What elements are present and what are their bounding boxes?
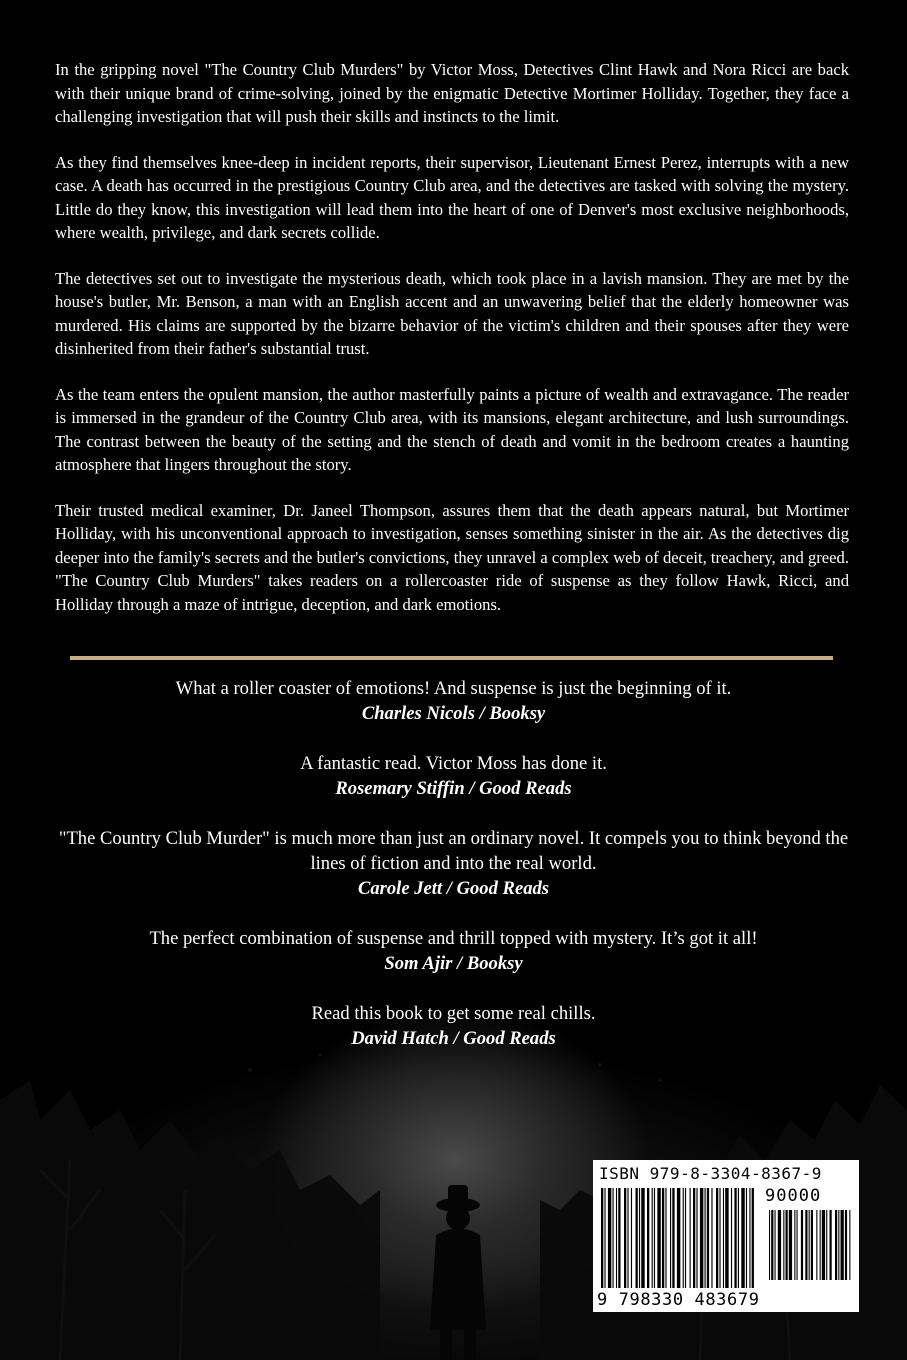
addon-bar [820, 1210, 821, 1280]
barcode-bar [731, 1188, 732, 1288]
isbn-barcode [593, 1160, 859, 1312]
review-quote: The perfect combination of suspense and thrill topped with mystery. It’s got it all! [149, 928, 758, 949]
synopsis-paragraph: The detectives set out to investigate the mysterious death, which took place in a lavish mansion. They are met by the house's butler, Mr. Benson, a man with an English accent and an unwavering belief that the elderly homeowner was murdered. His claims are supported by the bizarre behavior of the victim's children and their spouses after they were disinherited from their father's substantial trust. [55, 268, 849, 358]
barcode-bar [725, 1188, 728, 1288]
synopsis [55, 58, 849, 638]
addon-bar [775, 1210, 776, 1280]
review-item [40, 751, 867, 801]
barcode-bar [631, 1188, 632, 1288]
barcode-bar [719, 1188, 720, 1288]
addon-bar [778, 1210, 781, 1280]
barcode-bar [662, 1188, 664, 1288]
barcode-bar [639, 1188, 640, 1288]
addon-bar [845, 1210, 847, 1280]
barcode-bar [624, 1188, 626, 1288]
price-code: 90000 [765, 1186, 822, 1206]
reviews-section [40, 676, 867, 1076]
barcode-bar [641, 1188, 644, 1288]
addon-bar [783, 1210, 784, 1280]
barcode-bar [693, 1188, 695, 1288]
addon-bar [838, 1210, 839, 1280]
barcode-bar [618, 1188, 620, 1288]
review-attribution: Charles Nicols / Booksy [361, 703, 546, 724]
barcode-bar [700, 1188, 703, 1288]
addon-bar [830, 1210, 832, 1280]
synopsis-paragraph: As they find themselves knee-deep in incident reports, their supervisor, Lieutenant Ernest Perez, interrupts with a new case. A death has occurred in the prestigious Country Club area, and the detectives are tasked with solving the mystery. Little do they know, this investigation will lead them into the heart of one of Denver's most exclusive neighborhoods, where wealth, privilege, and dark secrets collide. [55, 152, 849, 242]
addon-bar [801, 1210, 803, 1280]
barcode-bar [752, 1188, 754, 1288]
barcode-bar [672, 1188, 674, 1288]
addon-bar [769, 1210, 770, 1280]
barcode-bar [734, 1188, 736, 1288]
barcode-bar [677, 1188, 680, 1288]
barcode-bar [636, 1188, 638, 1288]
barcode-bar [749, 1188, 750, 1288]
barcode-bar [716, 1188, 718, 1288]
synopsis-paragraph: As the team enters the opulent mansion, the author masterfully paints a picture of wealth and extravagance. The reader is immersed in the grandeur of the Country Club area, with its mansions, elegant architecture, and lush surroundings. The contrast between the beauty of the setting and the stench of death and vomit in the bedroom creates a haunting atmosphere that lingers throughout the story. [55, 384, 849, 474]
barcode-bar [738, 1188, 739, 1288]
review-quote: What a roller coaster of emotions! And suspense is just the beginning of it. [175, 678, 732, 699]
review-item [40, 926, 867, 976]
barcode-bar [654, 1188, 655, 1288]
review-attribution: Rosemary Stiffin / Good Reads [335, 778, 572, 799]
synopsis-paragraph: In the gripping novel "The Country Club Murders" by Victor Moss, Detectives Clint Hawk and Nora Ricci are back with their unique brand of crime-solving, joined by the enigmatic Detective Mortimer Holliday. Together, they face a challenging investigation that will push their skills and instincts to the limit. [55, 60, 849, 126]
barcode-bar [690, 1188, 691, 1288]
barcode-bar [685, 1188, 686, 1288]
review-quote: Read this book to get some real chills. [311, 1003, 596, 1024]
barcode-bar [652, 1188, 653, 1288]
barcode-bar [616, 1188, 617, 1288]
review-quote: A fantastic read. Victor Moss has done it. [300, 753, 607, 774]
barcode-bar [608, 1188, 611, 1288]
review-quote: "The Country Club Murder" is much more than just an ordinary novel. It compels you to think beyond the lines of fiction and into the real world. [58, 828, 849, 874]
addon-bar [794, 1210, 795, 1280]
addon-bar [849, 1210, 850, 1280]
barcode-bar [741, 1188, 744, 1288]
barcode-bar [683, 1188, 684, 1288]
barcode-bar [647, 1188, 649, 1288]
addon-bar [771, 1210, 773, 1280]
addon-bar [789, 1210, 792, 1280]
synopsis-paragraph: Their trusted medical examiner, Dr. Janeel Thompson, assures them that the death appears natural, but Mortimer Holliday, with his unconventional approach to investigation, senses something sinister in the air. As the detectives dig deeper into the family's secrets and the butler's convictions, they unravel a complex web of deceit, treachery, and greed. "The Country Club Murders" takes readers on a rollercoaster ride of suspense as they follow Hawk, Ricci, and Holliday through a maze of intrigue, deception, and dark emotions. [55, 500, 849, 614]
barcode-bar [746, 1188, 747, 1288]
gold-divider [70, 656, 833, 660]
barcode-bar [707, 1188, 709, 1288]
addon-bar [816, 1210, 817, 1280]
barcode-bar [670, 1188, 671, 1288]
addon-bar [811, 1210, 813, 1280]
barcode-bar [711, 1188, 712, 1288]
barcode-bar [665, 1188, 666, 1288]
barcode-bar [627, 1188, 628, 1288]
addon-bar [826, 1210, 827, 1280]
addon-bar [822, 1210, 825, 1280]
review-item [40, 826, 867, 901]
addon-bar [786, 1210, 788, 1280]
addon-bar [805, 1210, 807, 1280]
addon-bar [797, 1210, 798, 1280]
addon-bar [809, 1210, 810, 1280]
review-attribution: Carole Jett / Good Reads [357, 878, 550, 899]
barcode-bar [723, 1188, 724, 1288]
addon-bar [841, 1210, 844, 1280]
review-attribution: David Hatch / Good Reads [351, 1028, 556, 1049]
barcode-bar [657, 1188, 660, 1288]
barcode-bar [696, 1188, 697, 1288]
review-item [40, 1001, 867, 1051]
barcode-bar [613, 1188, 614, 1288]
review-item [40, 676, 867, 726]
review-attribution: Som Ajir / Booksy [384, 953, 523, 974]
barcode-bar [601, 1188, 603, 1288]
addon-bar [835, 1210, 837, 1280]
barcode-bar [604, 1188, 605, 1288]
barcode-digits: 9 798330 483679 [597, 1290, 760, 1310]
isbn-label: ISBN 979-8-3304-8367-9 [599, 1164, 822, 1183]
barcode-bar [705, 1188, 706, 1288]
